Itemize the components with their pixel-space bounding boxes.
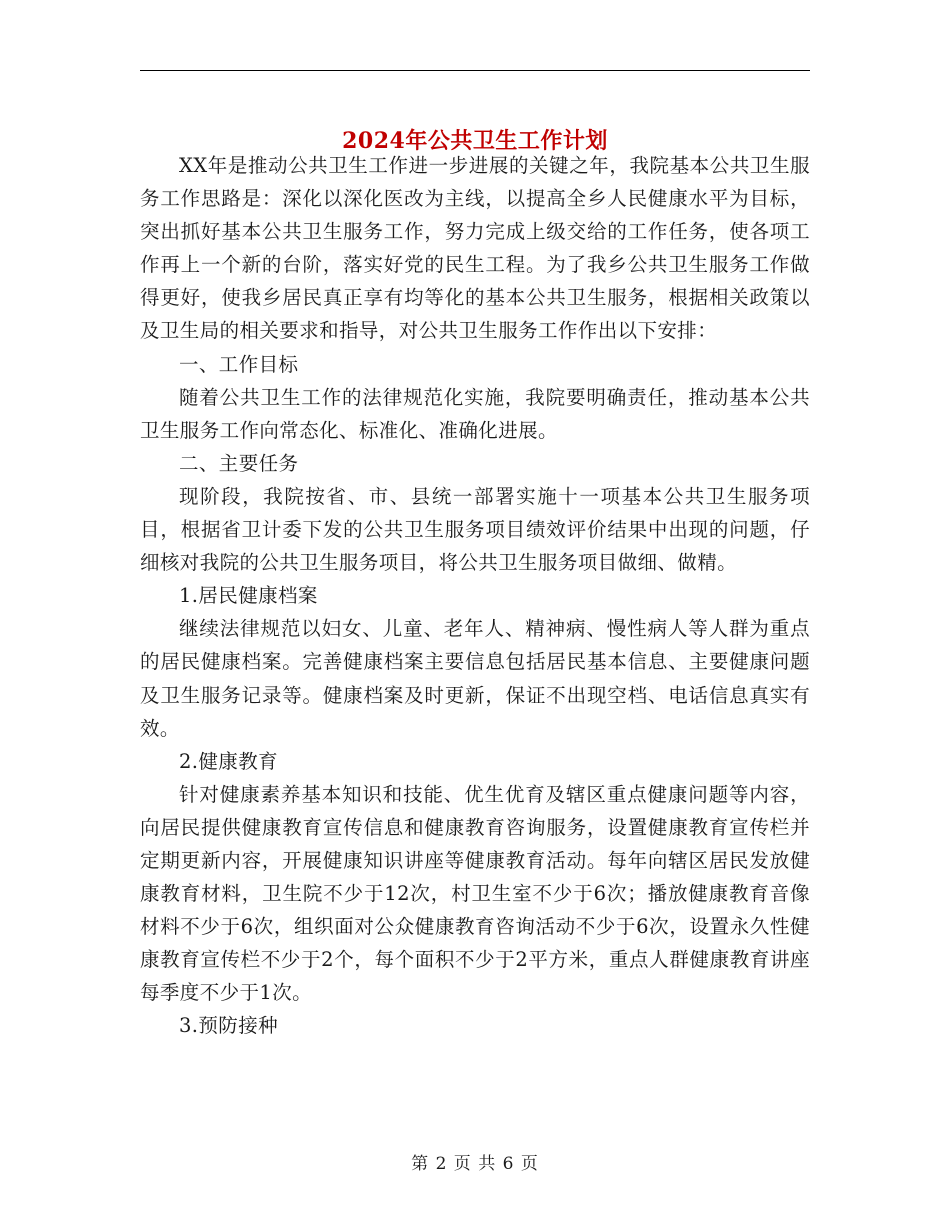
header-rule — [140, 70, 810, 71]
document-title: 2024年公共卫生工作计划 — [342, 127, 608, 154]
subheading-health-records: 1.居民健康档案 — [179, 584, 318, 608]
subheading-health-education: 2.健康教育 — [179, 749, 279, 773]
goals-paragraph: 随着公共卫生工作的法律规范化实施，我院要明确责任，推动基本公共卫生服务工作向常态化、标准化、准确化进展。 — [140, 385, 810, 442]
tasks-paragraph: 现阶段，我院按省、市、县统一部署实施十一项基本公共卫生服务项目，根据省卫计委下发的公共卫生服务项目绩效评价结果中出现的问题，仔细核对我院的公共卫生服务项目，将公共卫生服务项目做细、做精。 — [140, 484, 810, 575]
health-records-paragraph: 继续法律规范以妇女、儿童、老年人、精神病、慢性病人等人群为重点的居民健康档案。完善健康档案主要信息包括居民基本信息、主要健康问题及卫生服务记录等。健康档案及时更新，保证不出现空档、电话信息真实有效。 — [140, 617, 810, 740]
page-number: 第 2 页 共 6 页 — [411, 1154, 539, 1174]
section-heading-goals: 一、工作目标 — [179, 352, 299, 376]
document-body — [140, 149, 810, 1043]
subheading-vaccination: 3.预防接种 — [179, 1014, 279, 1038]
health-education-paragraph: 针对健康素养基本知识和技能、优生优育及辖区重点健康问题等内容，向居民提供健康教育宣传信息和健康教育咨询服务，设置健康教育宣传栏并定期更新内容，开展健康知识讲座等健康教育活动。每年向辖区居民发放健康教育材料，卫生院不少于12次，村卫生室不少于6次；播放健康教育音像材料不少于6次，组织面对公众健康教育咨询活动不少于6次，设置永久性健康教育宣传栏不少于2个，每个面积不少于2平方米，重点人群健康教育讲座每季度不少于1次。 — [140, 782, 810, 1005]
section-heading-tasks: 二、主要任务 — [179, 451, 299, 475]
intro-paragraph: XX年是推动公共卫生工作进一步进展的关键之年，我院基本公共卫生服务工作思路是：深化以深化医改为主线，以提高全乡人民健康水平为目标，突出抓好基本公共卫生服务工作，努力完成上级交给的工作任务，使各项工作再上一个新的台阶，落实好党的民生工程。为了我乡公共卫生服务工作做得更好，使我乡居民真正享有均等化的基本公共卫生服务，根据相关政策以及卫生局的相关要求和指导，对公共卫生服务工作作出以下安排： — [140, 154, 810, 343]
